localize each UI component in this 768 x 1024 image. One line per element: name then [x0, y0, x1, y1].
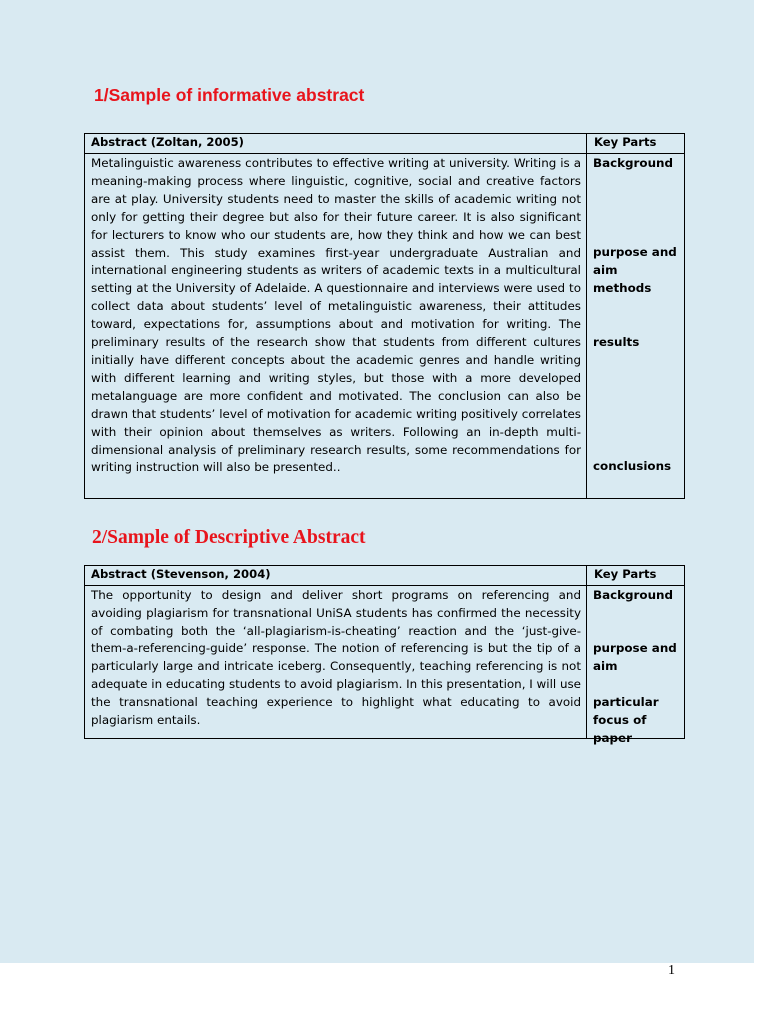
informative-abstract-table [84, 133, 685, 499]
table-header-row [85, 134, 685, 154]
key-part-focus: particular focus of paper [593, 695, 659, 745]
table-row [85, 154, 685, 499]
key-parts-column-header: Key Parts [587, 134, 685, 154]
descriptive-abstract-table [84, 565, 685, 745]
abstract-text: The opportunity to design and deliver short programs on referencing and avoiding plagiarism for transnational UniSA students has confirmed the necessity of combating both the ‘all-plagiarism-is-cheating’ reaction and the ‘just-give-them-a-referencing-guide’ response. The notion of referencing is but the tip of a particularly large and intricate iceberg. Consequently, teaching referencing is not adequate in educating students to avoid plagiarism. In this presentation, I will use the transnational teaching experience to highlight what educating to avoid plagiarism entails. [85, 586, 587, 739]
key-parts-cell [587, 586, 685, 745]
key-parts-cell [587, 154, 685, 499]
key-parts-column-header: Key Parts [587, 566, 685, 586]
key-part-conclusions: conclusions [593, 459, 672, 473]
abstract-column-header: Abstract (Stevenson, 2004) [85, 566, 587, 586]
key-part-methods: methods [593, 281, 652, 295]
table-header-row [85, 566, 685, 586]
abstract-text: Metalinguistic awareness contributes to effective writing at university. Writing is a meaning-making process where linguistic, cognitive, social and creative factors are at play. University students need to master the skills of academic writing not only for getting their degree but also for their future career. It is also significant for lecturers to know who our students are, how they think and how we can best assist them. This study examines first-year undergraduate Australian and international engineering students as writers of academic texts in a multicultural setting at the University of Adelaide. A questionnaire and interviews were used to collect data about students’ level of metalinguistic awareness, their attitudes toward, expectations for, assumptions about and motivation for writing. The preliminary results of the research show that students from different cultures initially have different concepts about the academic genres and handle writing with different learning and writing styles, but those with a more developed metalanguage are more confident and motivated. The conclusion can also be drawn that students’ level of motivation for academic writing positively correlates with their opinion about themselves as writers. Following an in-depth multi-dimensional analysis of preliminary research results, some recommendations for writing instruction will also be presented.. [85, 154, 587, 499]
section-1-heading: 1/Sample of informative abstract [94, 85, 365, 105]
table-row [85, 586, 685, 739]
abstract-column-header: Abstract (Zoltan, 2005) [85, 134, 587, 154]
key-part-background: Background [593, 156, 674, 170]
section-2-heading: 2/Sample of Descriptive Abstract [92, 527, 366, 548]
key-part-background: Background [593, 588, 674, 602]
key-part-purpose: purpose and aim [593, 641, 677, 673]
page-number: 1 [668, 963, 675, 978]
key-part-purpose: purpose and aim [593, 245, 677, 277]
key-part-results: results [593, 335, 640, 349]
